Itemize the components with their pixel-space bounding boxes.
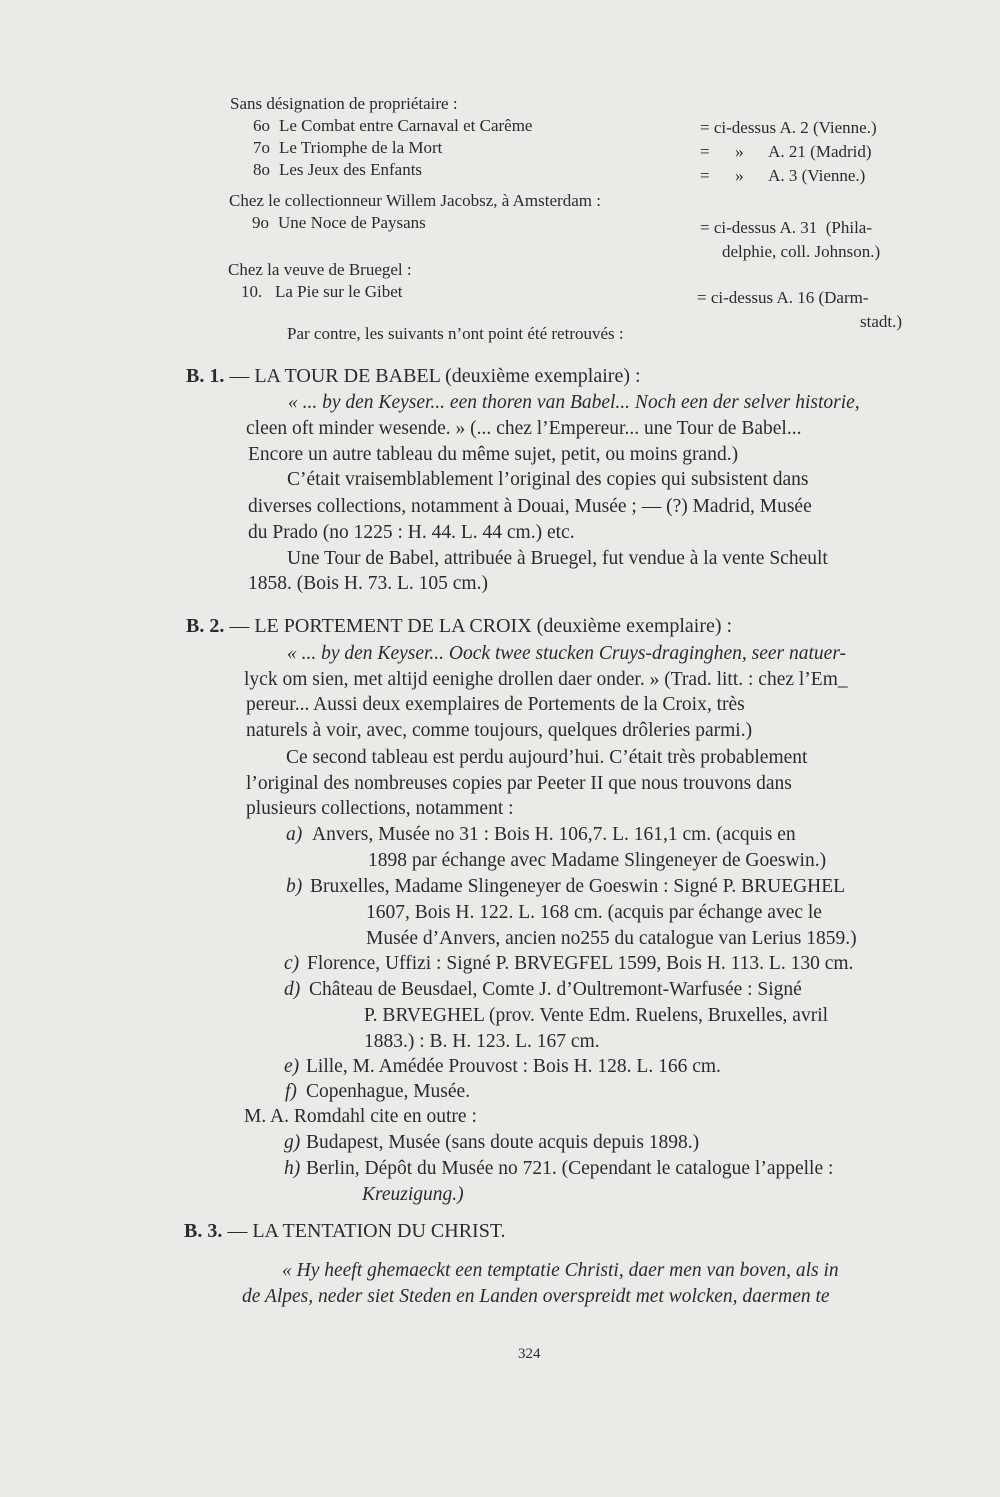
section-title: — LA TENTATION DU CHRIST. [227, 1220, 506, 1242]
paragraph-line: C’était vraisemblablement l’original des copies qui subsistent dans [287, 469, 809, 490]
list-item-ref: = ci-dessus A. 2 (Vienne.) [700, 118, 877, 137]
list-item-num: 7o [253, 138, 270, 157]
list-item: Château de Beusdael, Comte J. d’Oultremont-Warfusée : Signé [309, 979, 802, 1000]
list-item-num: 10. [241, 282, 263, 301]
list-item: Copenhague, Musée. [306, 1081, 471, 1102]
list-item: P. BRVEGHEL (prov. Vente Edm. Ruelens, Bruxelles, avril [364, 1005, 829, 1026]
list-label: d) [284, 979, 301, 1000]
paragraph-line: Une Tour de Babel, attribuée à Bruegel, fut vendue à la vente Scheult [287, 548, 828, 569]
section-b2-heading [186, 615, 732, 638]
paragraph-line: pereur... Aussi deux exemplaires de Portements de la Croix, très [246, 694, 745, 715]
paragraph-line: « ... by den Keyser... Oock twee stucken Cruys-draginghen, seer natuer- [287, 643, 847, 664]
list-item: 1607, Bois H. 122. L. 168 cm. (acquis par échange avec le [366, 902, 822, 923]
paragraph-line: « Hy heeft ghemaeckt een temptatie Christi, daer men van boven, als in [282, 1260, 839, 1281]
list-item-title: Le Combat entre Carnaval et Carême [279, 116, 533, 135]
list-item-ref: delphie, coll. Johnson.) [722, 242, 881, 261]
list-item-num: 8o [253, 160, 270, 179]
section-title: — LE PORTEMENT DE LA CROIX (deuxième exemplaire) : [229, 615, 733, 637]
section-b3-heading [184, 1220, 506, 1243]
paragraph-line: Encore un autre tableau du même sujet, petit, ou moins grand.) [248, 444, 739, 465]
list-item-ref: = » A. 21 (Madrid) [700, 142, 872, 161]
paragraph-line: de Alpes, neder siet Steden en Landen overspreidt met wolcken, daermen te [242, 1286, 830, 1307]
not-found-note: Par contre, les suivants n’ont point été retrouvés : [287, 324, 624, 343]
list-item-num: 9o [252, 213, 269, 232]
list-item-ref: stadt.) [860, 312, 903, 331]
paragraph-line: naturels à voir, avec, comme toujours, quelques drôleries parmi.) [246, 720, 753, 741]
widow-label: Chez la veuve de Bruegel : [228, 260, 412, 279]
list-label: h) [284, 1158, 301, 1179]
list-item: 1883.) : B. H. 123. L. 167 cm. [364, 1031, 600, 1052]
list-item-title: Le Triomphe de la Mort [279, 138, 443, 157]
section-number: B. 2. [186, 615, 225, 637]
list-label: b) [286, 876, 303, 897]
list-item-title: La Pie sur le Gibet [275, 282, 403, 301]
paragraph-line: cleen oft minder wesende. » (... chez l’Empereur... une Tour de Babel... [246, 418, 802, 439]
list-label: c) [284, 953, 300, 974]
page-number: 324 [518, 1346, 541, 1362]
no-owner-label: Sans désignation de propriétaire : [230, 94, 458, 113]
list-item-title: Les Jeux des Enfants [279, 160, 423, 179]
list-item: Musée d’Anvers, ancien no255 du catalogue van Lerius 1859.) [366, 928, 857, 949]
paragraph-line: lyck om sien, met altijd eenighe drollen daer onder. » (Trad. litt. : chez l’Em_ [244, 669, 848, 690]
list-item: Budapest, Musée (sans doute acquis depuis 1898.) [306, 1132, 700, 1153]
list-item-ref: = ci-dessus A. 16 (Darm- [697, 288, 869, 307]
section-number: B. 3. [184, 1220, 223, 1242]
list-item-ref: = » A. 3 (Vienne.) [700, 166, 866, 185]
list-label: a) [286, 824, 303, 845]
paragraph-line: 1858. (Bois H. 73. L. 105 cm.) [248, 573, 488, 594]
paragraph-line: l’original des nombreuses copies par Peeter II que nous trouvons dans [246, 773, 792, 794]
list-label: e) [284, 1056, 300, 1077]
list-item-num: 6o [253, 116, 270, 135]
paragraph-line: « ... by den Keyser... een thoren van Babel... Noch een der selver historie, [288, 392, 860, 413]
section-b1-heading [186, 365, 641, 388]
list-item: Lille, M. Amédée Prouvost : Bois H. 128. L. 166 cm. [306, 1056, 721, 1077]
paragraph-line: Ce second tableau est perdu aujourd’hui. C’était très probablement [286, 747, 808, 768]
list-label: g) [284, 1132, 301, 1153]
list-item: Florence, Uffizi : Signé P. BRVEGFEL 1599, Bois H. 113. L. 130 cm. [307, 953, 854, 974]
list-item-ref: = ci-dessus A. 31 (Phila- [700, 218, 873, 237]
paragraph-line: du Prado (no 1225 : H. 44. L. 44 cm.) etc. [248, 522, 575, 543]
list-item-title: Une Noce de Paysans [278, 213, 426, 232]
list-item: Kreuzigung.) [362, 1184, 464, 1205]
jacobsz-label: Chez le collectionneur Willem Jacobsz, à Amsterdam : [229, 191, 601, 210]
list-item: Anvers, Musée no 31 : Bois H. 106,7. L. 161,1 cm. (acquis en [312, 824, 796, 845]
section-number: B. 1. [186, 365, 225, 387]
list-item: Bruxelles, Madame Slingeneyer de Goeswin : Signé P. BRUEGHEL [310, 876, 846, 897]
section-title: — LA TOUR DE BABEL (deuxième exemplaire) : [229, 365, 641, 387]
list-item: Berlin, Dépôt du Musée no 721. (Cependant le catalogue l’appelle : [306, 1158, 834, 1179]
paragraph-line: plusieurs collections, notamment : [246, 798, 514, 819]
list-label: f) [285, 1081, 297, 1102]
list-item: 1898 par échange avec Madame Slingeneyer de Goeswin.) [368, 850, 827, 871]
romdahl-note: M. A. Romdahl cite en outre : [244, 1106, 477, 1127]
paragraph-line: diverses collections, notamment à Douai, Musée ; — (?) Madrid, Musée [248, 496, 812, 517]
